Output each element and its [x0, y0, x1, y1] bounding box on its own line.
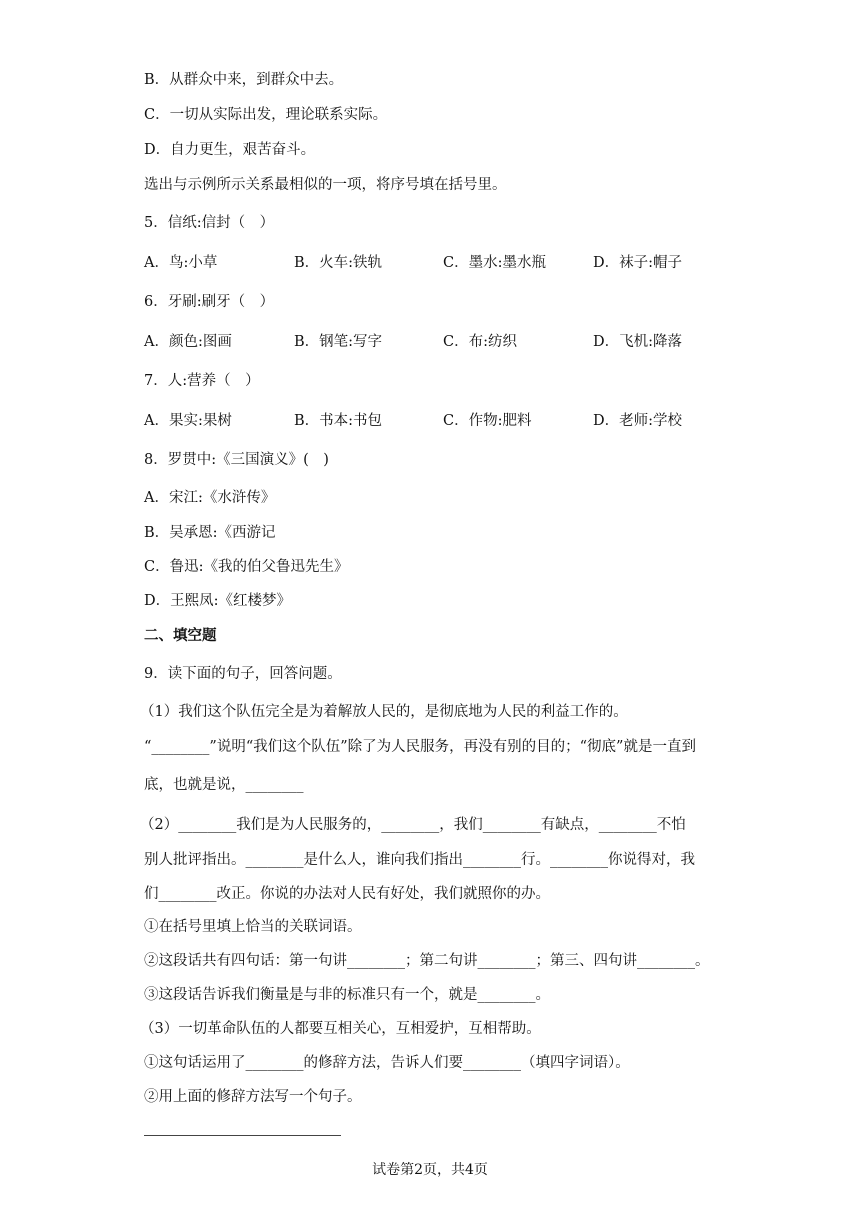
q5-option-a: A．鸟:小草	[144, 255, 218, 271]
question-5: 5．信纸:信封（ ）	[144, 215, 275, 231]
q9-part-2-line-b: 别人批评指出。________是什么人，谁向我们指出________行。________你说得对，我	[144, 852, 695, 868]
q7-option-b: B．书本:书包	[294, 413, 383, 429]
q9-part-2-line-c: 们________改正。你说的办法对人民有好处，我们就照你的办。	[144, 886, 550, 902]
q9-part-3-q2: ②用上面的修辞方法写一个句子。	[144, 1089, 362, 1105]
q9-part-3: （3）一切革命队伍的人都要互相关心，互相爱护，互相帮助。	[140, 1021, 541, 1037]
q7-option-d: D．老师:学校	[593, 413, 683, 429]
q9-part-2-q1: ①在括号里填上恰当的关联词语。	[144, 919, 362, 935]
q7-option-a: A．果实:果树	[144, 413, 232, 429]
q9-part-2-q3: ③这段话告诉我们衡量是与非的标准只有一个，就是________。	[144, 987, 550, 1003]
q5-option-b: B．火车:铁轨	[294, 255, 383, 271]
instruction-text: 选出与示例所示关系最相似的一项，将序号填在括号里。	[144, 177, 507, 193]
q9-part-1-line-b: 底，也就是说，________	[144, 777, 304, 793]
q9-part-3-q1: ①这句话运用了________的修辞方法，告诉人们要________（填四字词语）。	[144, 1055, 630, 1071]
question-9: 9．读下面的句子，回答问题。	[144, 666, 342, 682]
question-8: 8．罗贯中:《三国演义》( )	[144, 452, 329, 468]
q4-option-c: C．一切从实际出发，理论联系实际。	[144, 107, 388, 123]
q8-option-a: A．宋江:《水浒传》	[144, 490, 276, 506]
q6-option-b: B．钢笔:写字	[294, 334, 383, 350]
q8-option-b: B．吴承恩:《西游记	[144, 525, 276, 541]
q5-option-c: C．墨水:墨水瓶	[443, 255, 546, 271]
q9-part-2-line-a: （2）________我们是为人民服务的，________，我们________有缺点，________不怕	[140, 817, 686, 833]
q8-option-d: D．王熙凤:《红楼梦》	[144, 593, 292, 609]
q5-option-d: D．袜子:帽子	[593, 255, 683, 271]
q7-option-c: C．作物:肥料	[443, 413, 532, 429]
page-footer: 试卷第2页，共4页	[372, 1162, 488, 1178]
q6-option-d: D．飞机:降落	[593, 334, 683, 350]
answer-blank-line	[144, 1135, 341, 1136]
q4-option-d: D．自力更生，艰苦奋斗。	[144, 142, 316, 158]
q6-option-a: A．颜色:图画	[144, 334, 232, 350]
q4-option-b: B．从群众中来，到群众中去。	[144, 72, 344, 88]
q9-part-2-q2: ②这段话共有四句话：第一句讲________；第二句讲________；第三、四句讲________。	[144, 953, 710, 969]
question-6: 6．牙刷:刷牙（ ）	[144, 294, 275, 310]
section-heading-fill-in: 二、填空题	[144, 628, 217, 644]
q9-part-1: （1）我们这个队伍完全是为着解放人民的，是彻底地为人民的利益工作的。	[140, 704, 628, 720]
question-7: 7．人:营养（ ）	[144, 373, 260, 389]
q6-option-c: C．布:纺织	[443, 334, 517, 350]
q9-part-1-line-a: “________”说明“我们这个队伍”除了为人民服务，再没有别的目的；“彻底”就是一直到	[144, 739, 696, 755]
q8-option-c: C．鲁迅:《我的伯父鲁迅先生》	[144, 559, 349, 575]
